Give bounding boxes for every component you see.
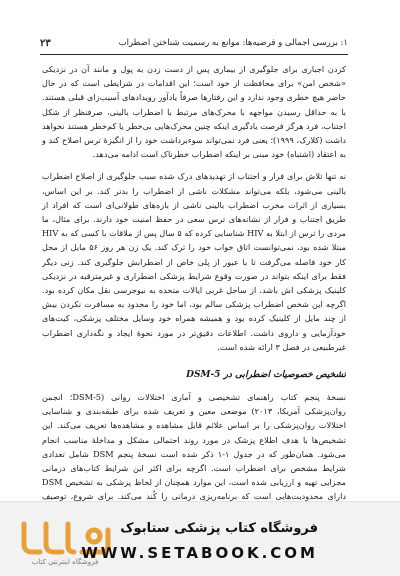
store-name: فروشگاه کتاب پزشکی ستابوک bbox=[120, 521, 318, 536]
page-number: ۲۳ bbox=[40, 37, 51, 49]
header-divider bbox=[40, 54, 348, 55]
footer-banner bbox=[0, 501, 400, 576]
section-heading: تشخیص خصوصیات اضطرابی در DSM-5 bbox=[186, 370, 346, 381]
running-title: ۱: بررسی اجمالی و فرضیه‌ها: موانع به رسمیت شناختن اضطراب bbox=[118, 38, 348, 48]
body-paragraph-1: کردن اجباری برای جلوگیری از بیماری پس از دست زدن به پول و مانند آن در نزدیکی «شخص امن» برای محافظت از خود است؛ این اقدامات در شرایطی است که در حال حاضر هیچ خطری وجود ندارد و این رفتارها صرفاً یادآور رویدادهای آسیب‌زای قبلی هستند. با به حداقل رسیدن مواجهه با محرک‌های مرتبط با اضطراب بالینی، صرفنظر از شکل اجتناب، فرد هرگز فرصت یادگیری اینکه چنین محرک‌هایی بی‌خطر یا کم‌خطر هستند نخواهد داشت (کلارک، ۱۹۹۹)؛ یعنی فرد نمی‌تواند سوءبرداشت خود را از انگیزهٔ ترس اصلاح کند و به اعتقاد (اشتباه) خود مبنی بر اینکه اضطراب خطرناک است ادامه می‌دهد. bbox=[42, 64, 346, 160]
section-paragraph: نسخهٔ پنجم کتاب راهنمای تشخیصی و آماری اختلالات روانی (DSM-5؛ انجمن روان‌پزشکی آمریکا، ۲۰۱۳) موضعی معین و تعریف شده برای طبقه‌بندی و شناسایی اختلالات روان‌پزشکی را بر اساس علائم قابل مشاهده و مشاهده‌ها تعریف می‌کند. این تشخیص‌ها با هدف اطلاع پزشک در مورد روند احتمالی مشکل و مداخلهٔ مناسب انجام می‌شود. همان‌طور که در جدول ۱-۱ ذکر شده است نسخهٔ پنجم DSM شامل تعدادی شرایط مشخص برای اضطراب است. اگرچه برای اکثر این شرایط کتاب‌های درمانی مجزایی تهیه و ارزیابی شده است، این موارد همچنان از لحاظ پزشکی به تشخیص DSM دارای محدودیت‌هایی است که برنامه‌ریزی درمانی را کُند می‌کند. برای شروع، توصیف bbox=[42, 392, 346, 502]
store-url-link[interactable]: WWW.SETABOOK.COM bbox=[81, 544, 318, 562]
page-header bbox=[40, 36, 348, 50]
logo-subtext: فروشگاه اینترنتی کتاب bbox=[31, 558, 99, 566]
page-body bbox=[42, 62, 346, 502]
body-paragraph-2: نه تنها تلاش برای فرار و اجتناب از تهدیدهای درک شده سبب جلوگیری از اصلاح اضطراب بالینی می‌شود، بلکه می‌تواند مشکلات ناشی از اضطراب را بدتر کند. بر این اساس، بسیاری از اثرات مخرب اضطراب بالینی ناشی از بازه‌های طولانی‌ای است که افراد از طریق اجتناب و فرار از نشانه‌های ترس سعی در حفظ امنیت خود دارند. برای مثال، ما مردی را ترس از ابتلا به HIV شناسایی کرده که ۵ سال پس از ملاقات با کسی که به HIV مبتلا شده بود، نمی‌توانست اتاق خواب خود را ترک کند. یک زن هر روز ۵۶ مایل از محل کار خود فاصله می‌گرفت تا با عبور از پلی خاص از اضطرابش جلوگیری کند. زنی دیگر فقط برای اینکه بتواند در صورت وقوع شرایط پزشکی اضطراری و غیرمترقبه در نزدیکی کلینیک پزشکی اش باشد، از ساحل غربی ایالات متحده به نیوجرسی نقل مکان کرده بود. اگرچه این شخص اضطراب پزشکی سالم بود، اما خود را محدود به مسافرت نکردن بیش از چند مایل از کلینیک کرده بود و همیشه همراه خود وسایل مختلف پزشکی، کیت‌های خودآزمایی و داروی داشت. اطلاعات دقیق‌تر در مورد نحوهٔ ایجاد و نگه‌داری اضطراب غیرطبیعی در فصل ۳ ارائه شده است. bbox=[42, 171, 346, 352]
